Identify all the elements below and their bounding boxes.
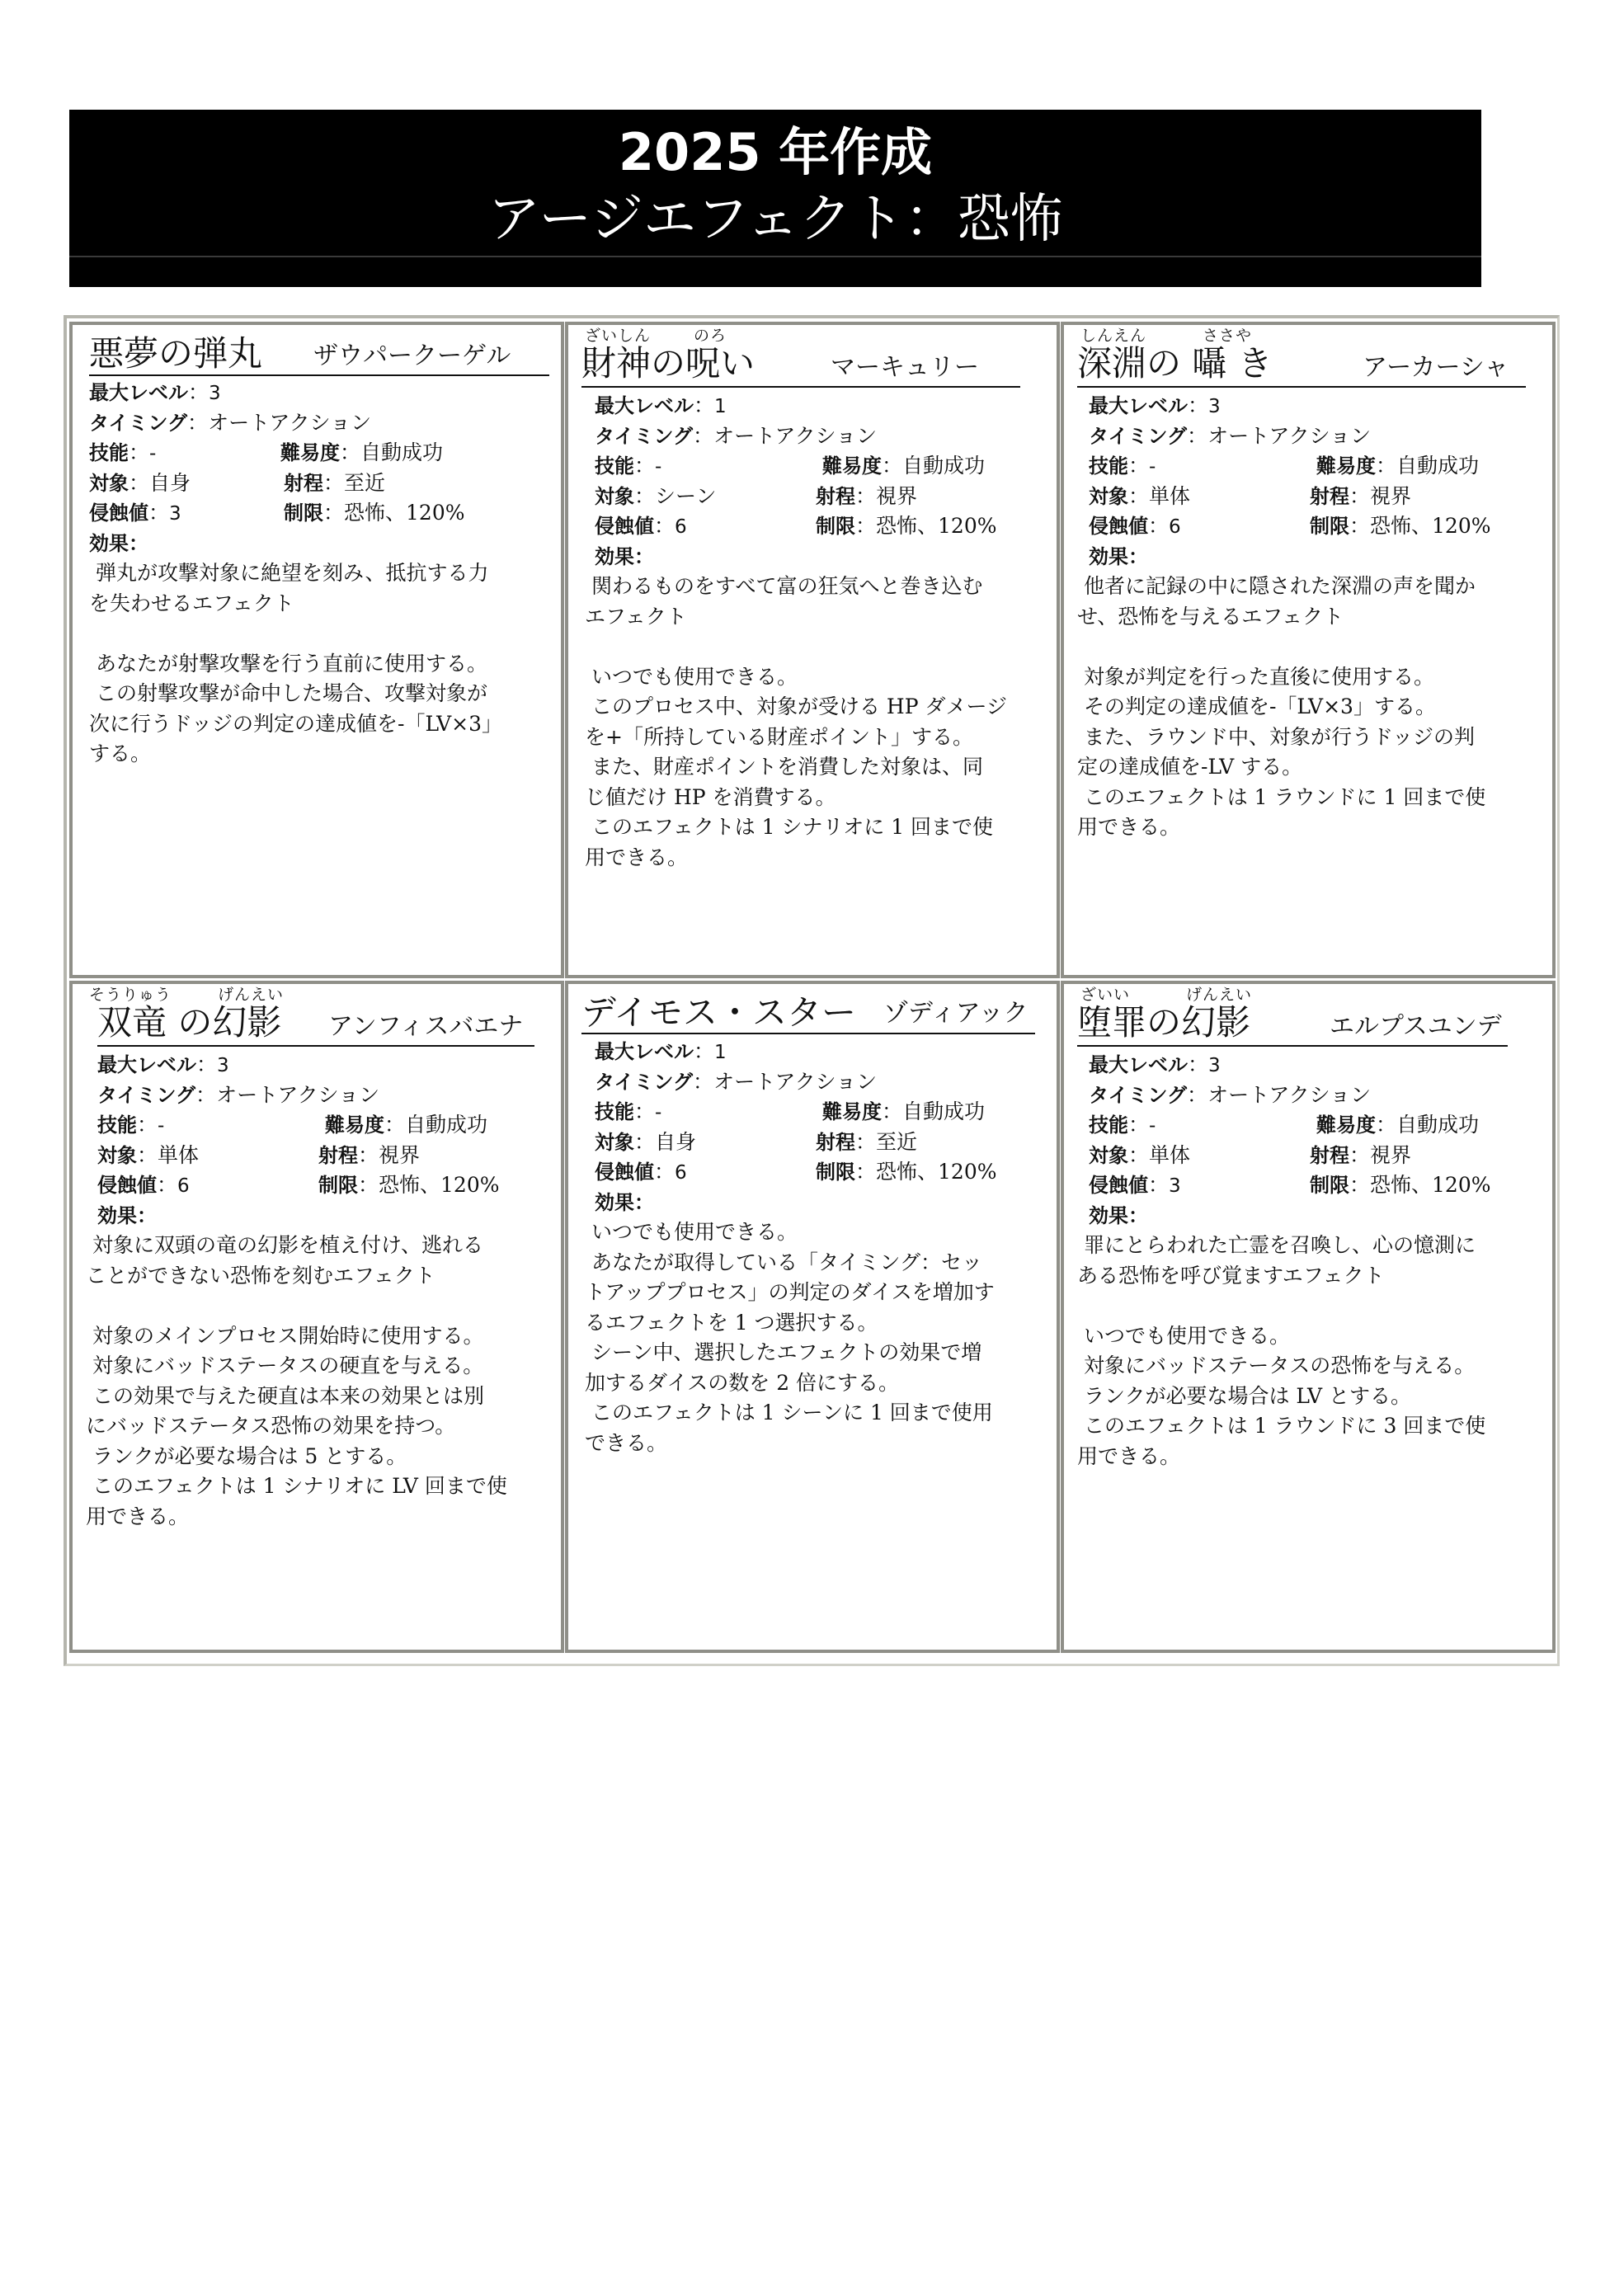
range-value: 視界 [1370,483,1412,508]
page-title-year: 2025 年作成 [618,122,933,182]
effect-label: 効果： [1089,1203,1148,1227]
erosion-value: 6 [177,1175,190,1197]
max-level-label: 最大レベル [595,1040,694,1063]
effect-stats: 最大レベル：3 タイミング：オートアクション 技能：- 難易度：自動成功 対象：単体 射程：視界 侵蝕値：6 制限：恐怖、120% 効果： [1089,393,1491,568]
skill-value: - [655,1102,662,1123]
skill-label: 技能 [595,1100,634,1123]
limit-label: 制限 [816,1161,855,1184]
effect-stats: 最大レベル：3 タイミング：オートアクション 技能：- 難易度：自動成功 対象：単体 射程：視界 侵蝕値：6 制限：恐怖、120% 効果： [97,1052,500,1227]
difficulty-value: 自動成功 [1396,1113,1480,1137]
max-level-value: 1 [714,396,727,417]
effect-description: 関わるものをすべて富の狂気へと巻き込む エフェクト いつでも使用できる。 このプロセス中、対象が受ける HP ダメージ を+「所持している財産ポイント」する。 また、財産ポイントを消費した対象は、同 じ値だけ HP を消費する。 このエフェクトは 1 シナリオに 1 回まで使 用できる。 [585,574,1007,869]
limit-value: 恐怖、120% [344,501,465,525]
effect-card [69,981,564,1653]
erosion-value: 6 [1169,516,1181,538]
erosion-label: 侵蝕値 [595,1161,654,1184]
target-label: 対象 [1089,1143,1128,1167]
limit-label: 制限 [284,501,323,525]
max-level-value: 3 [1208,1055,1221,1076]
effect-label: 効果： [97,1203,157,1227]
range-value: 視界 [876,483,918,508]
effect-name-reading: アーカーシャ [1363,353,1509,382]
target-value: 自身 [655,1129,697,1154]
target-value: 単体 [1149,1142,1191,1167]
effect-name: デイモス・スター [581,992,857,1033]
skill-label: 技能 [1089,1114,1128,1137]
difficulty-value: 自動成功 [405,1113,488,1137]
effect-name-reading: ザウパークーゲル [313,341,511,370]
title-underline [97,1045,534,1047]
limit-value: 恐怖、120% [379,1173,500,1197]
difficulty-label: 難易度 [280,441,340,464]
effect-label: 効果： [595,1190,654,1214]
skill-label: 技能 [595,454,634,478]
difficulty-label: 難易度 [325,1114,384,1137]
max-level-label: 最大レベル [89,381,188,404]
erosion-label: 侵蝕値 [97,1174,157,1197]
effect-label: 効果： [89,531,148,555]
effect-description: 対象に双頭の竜の幻影を植え付け、逃れる ことができない恐怖を刻むエフェクト 対象のメインプロセス開始時に使用する。 対象にバッドステータスの硬直を与える。 この効果で与えた硬直は本来の効果とは別 にバッドステータス恐怖の効果を持つ。 ランクが必要な場合は 5 とする。 このエフェクトは 1 シナリオに LV 回まで使 用できる。 [86,1233,507,1528]
erosion-label: 侵蝕値 [1089,1174,1148,1197]
target-label: 対象 [595,1130,634,1154]
effect-name: 悪夢の弾丸 [89,333,263,374]
difficulty-label: 難易度 [822,1100,882,1123]
timing-label: タイミング [595,424,694,448]
difficulty-label: 難易度 [1316,454,1376,478]
banner-divider [69,256,1481,257]
effect-card [565,981,1060,1653]
skill-label: 技能 [1089,454,1128,478]
effect-label: 効果： [595,544,654,568]
range-label: 射程 [284,471,323,495]
range-value: 至近 [876,1129,918,1154]
timing-value: オートアクション [713,1069,878,1094]
effect-stats: 最大レベル：3 タイミング：オートアクション 技能：- 難易度：自動成功 対象：単体 射程：視界 侵蝕値：3 制限：恐怖、120% 効果： [1089,1052,1491,1227]
page-title: アージエフェクト：恐怖 [487,189,1063,250]
title-underline [1077,1045,1508,1047]
max-level-value: 3 [209,383,221,404]
title-underline [1077,386,1526,388]
difficulty-label: 難易度 [1316,1114,1376,1137]
target-label: 対象 [97,1143,137,1167]
target-value: 自身 [149,470,191,495]
furigana: のろ [694,327,727,345]
max-level-label: 最大レベル [1089,394,1188,417]
max-level-value: 3 [217,1055,229,1076]
title-underline [581,386,1020,388]
effect-card [69,322,564,978]
target-label: 対象 [1089,484,1128,508]
max-level-label: 最大レベル [97,1053,196,1076]
difficulty-value: 自動成功 [1396,454,1480,478]
difficulty-label: 難易度 [822,454,882,478]
effect-name: 深淵の 囁 き [1077,343,1273,384]
effect-name: 堕罪の幻影 [1077,1002,1251,1043]
title-underline [581,1033,1035,1034]
target-value: シーン [655,483,717,508]
range-value: 至近 [344,470,386,495]
erosion-label: 侵蝕値 [89,501,148,525]
erosion-value: 6 [675,516,687,538]
skill-label: 技能 [97,1114,137,1137]
skill-value: - [655,456,662,478]
furigana: ざいい [1080,986,1131,1004]
range-label: 射程 [318,1143,358,1167]
target-value: 単体 [1149,483,1191,508]
limit-label: 制限 [1310,1174,1349,1197]
skill-label: 技能 [89,441,129,464]
timing-label: タイミング [595,1070,694,1094]
target-label: 対象 [595,484,634,508]
furigana: しんえん [1080,327,1147,345]
effect-name: 財神の呪い [581,343,756,384]
effect-name-reading: マーキュリー [831,353,979,382]
effect-description: 他者に記録の中に隠された深淵の声を聞か せ、恐怖を与えるエフェクト 対象が判定を行った直後に使用する。 その判定の達成値を-「LV×3」する。 また、ラウンド中、対象が行うドッジの判 定の達成値を-LV する。 このエフェクトは 1 ラウンドに 1 回まで使 用できる。 [1077,574,1486,839]
limit-label: 制限 [1310,515,1349,538]
range-label: 射程 [1310,1143,1349,1167]
range-label: 射程 [816,484,855,508]
erosion-value: 3 [1169,1175,1181,1197]
erosion-label: 侵蝕値 [595,515,654,538]
effect-card [1061,981,1556,1653]
effect-description: 弾丸が攻撃対象に絶望を刻み、抵抗する力 を失わせるエフェクト あなたが射撃攻撃を行う直前に使用する。 この射撃攻撃が命中した場合、攻撃対象が 次に行うドッジの判定の達成値を-「LV×3」 する。 [89,561,502,765]
difficulty-value: 自動成功 [360,440,444,464]
furigana: ささや [1203,327,1253,345]
title-underline [89,374,549,376]
effect-name-reading: ゾディアック [883,999,1029,1028]
skill-value: - [158,1115,165,1137]
range-value: 視界 [379,1142,421,1167]
effect-name: 双竜 の幻影 [97,1002,282,1043]
limit-label: 制限 [318,1174,358,1197]
timing-label: タイミング [1089,1083,1188,1107]
furigana: ざいしん [585,327,652,345]
range-value: 視界 [1370,1142,1412,1167]
max-level-value: 1 [714,1042,727,1063]
effect-description: 罪にとらわれた亡霊を召喚し、心の憶測に ある恐怖を呼び覚ますエフェクト いつでも使用できる。 対象にバッドステータスの恐怖を与える。 ランクが必要な場合は LV とする。 このエフェクトは 1 ラウンドに 3 回まで使 用できる。 [1077,1233,1486,1468]
max-level-label: 最大レベル [595,394,694,417]
effect-name-reading: アンフィスバエナ [328,1012,524,1041]
max-level-value: 3 [1208,396,1221,417]
difficulty-value: 自動成功 [902,1099,986,1123]
skill-value: - [1149,1115,1156,1137]
timing-value: オートアクション [216,1082,380,1107]
timing-value: オートアクション [208,410,372,435]
effect-card-sheet [64,315,1560,1666]
timing-value: オートアクション [1207,1082,1372,1107]
timing-value: オートアクション [713,423,878,448]
range-label: 射程 [1310,484,1349,508]
title-banner [69,110,1481,287]
range-label: 射程 [816,1130,855,1154]
target-value: 単体 [158,1142,200,1167]
effect-stats: 最大レベル：3 タイミング：オートアクション 技能：- 難易度：自動成功 対象：自身 射程：至近 侵蝕値：3 制限：恐怖、120% 効果： [89,380,465,555]
target-label: 対象 [89,471,129,495]
limit-value: 恐怖、120% [876,514,997,538]
limit-value: 恐怖、120% [1370,1173,1491,1197]
effect-stats: 最大レベル：1 タイミング：オートアクション 技能：- 難易度：自動成功 対象：自身 射程：至近 侵蝕値：6 制限：恐怖、120% 効果： [595,1039,997,1214]
erosion-label: 侵蝕値 [1089,515,1148,538]
timing-label: タイミング [97,1083,196,1107]
limit-value: 恐怖、120% [1370,514,1491,538]
timing-label: タイミング [1089,424,1188,448]
skill-value: - [149,443,157,464]
effect-description: いつでも使用できる。 あなたが取得している「タイミング：セッ トアッププロセス」の判定のダイスを増加す るエフェクトを 1 つ選択する。 シーン中、選択したエフェクトの効果で増 加するダイスの数を 2 倍にする。 このエフェクトは 1 シーンに 1 回まで使用 できる。 [585,1220,995,1455]
effect-card [1061,322,1556,978]
effect-card [565,322,1060,978]
timing-label: タイミング [89,411,188,435]
max-level-label: 最大レベル [1089,1053,1188,1076]
furigana: げんえい [218,986,285,1004]
erosion-value: 3 [169,503,181,525]
timing-value: オートアクション [1207,423,1372,448]
effect-name-reading: エルプスユンデ [1330,1012,1502,1041]
limit-value: 恐怖、120% [876,1160,997,1184]
difficulty-value: 自動成功 [902,454,986,478]
skill-value: - [1149,456,1156,478]
effect-label: 効果： [1089,544,1148,568]
erosion-value: 6 [675,1162,687,1184]
furigana: そうりゅう [89,986,172,1004]
furigana: げんえい [1186,986,1253,1004]
effect-stats: 最大レベル：1 タイミング：オートアクション 技能：- 難易度：自動成功 対象：シーン 射程：視界 侵蝕値：6 制限：恐怖、120% 効果： [595,393,997,568]
limit-label: 制限 [816,515,855,538]
